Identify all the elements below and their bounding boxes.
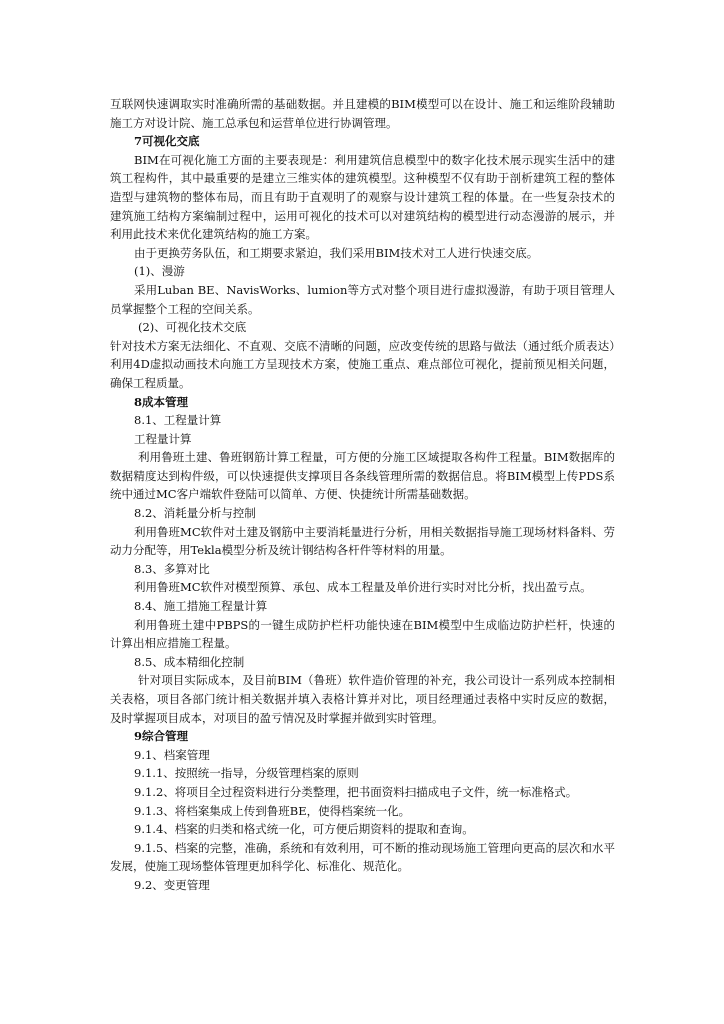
document-page <box>110 95 615 895</box>
heading-section-7: 7可视化交底 <box>134 134 200 149</box>
item-9-1-1: 9.1.1、按照统一指导，分级管理档案的原则 <box>134 766 359 781</box>
subheading-8-1: 8.1、工程量计算 <box>134 413 222 428</box>
paragraph-comparison: 利用鲁班MC软件对模型预算、承包、成本工程量及单价进行实时对比分析，找出盈亏点。 <box>134 580 592 595</box>
heading-section-9: 9综合管理 <box>134 729 189 744</box>
paragraph-quantity-calc: 利用鲁班土建、鲁班钢筋计算工程量，可方便的分施工区域提取各构件工程量。BIM数据库的数据精度达到构件级，可以快速提供支撑项目各条线管理所需的数据信息。将BIM模型上传PDS系统中通过MC客户端软件登陆可以简单、方便、快捷统计所需基础数据。 <box>110 450 615 502</box>
item-9-1-5: 9.1.5、档案的完整，准确，系统和有效利用，可不断的推动现场施工管理向更高的层次和水平发展，使施工现场整体管理更加科学化、标准化、规范化。 <box>110 840 615 874</box>
paragraph-visual-briefing: 针对技术方案无法细化、不直观、交底不清晰的问题，应改变传统的思路与做法（通过纸介质表达）利用4D虚拟动画技术向施工方呈现技术方案，使施工重点、难点部位可视化，提前预见相关问题，确保工程质量。 <box>110 338 615 390</box>
subheading-8-4: 8.4、施工措施工程量计算 <box>134 599 268 614</box>
item-9-1-2: 9.1.2、将项目全过程资料进行分类整理，把书面资料扫描成电子文件，统一标准格式。 <box>134 784 578 799</box>
subheading-quantity-calc: 工程量计算 <box>134 431 192 446</box>
paragraph-fast-briefing: 由于更换劳务队伍，和工期要求紧迫，我们采用BIM技术对工人进行快速交底。 <box>134 245 539 260</box>
subheading-8-5: 8.5、成本精细化控制 <box>134 654 245 669</box>
paragraph-measures: 利用鲁班土建中PBPS的一键生成防护栏杆功能快速在BIM模型中生成临边防护栏杆，快速的计算出相应措施工程量。 <box>110 617 615 651</box>
paragraph-consumption: 利用鲁班MC软件对土建及钢筋中主要消耗量进行分析，用相关数据指导施工现场材料备料、劳动力分配等，用Tekla模型分析及统计钢结构各杆件等材料的用量。 <box>110 524 615 558</box>
subheading-visual-briefing: (2)、可视化技术交底 <box>138 320 247 335</box>
paragraph-intro-continuation: 互联网快速调取实时准确所需的基础数据。并且建模的BIM模型可以在设计、施工和运维阶段辅助施工方对设计院、施工总承包和运营单位进行协调管理。 <box>110 97 615 130</box>
paragraph-walkthrough: 采用Luban BE、NavisWorks、lumion等方式对整个项目进行虚拟漫游，有助于项目管理人员掌握整个工程的空间关系。 <box>110 282 615 316</box>
subheading-8-2: 8.2、消耗量分析与控制 <box>134 506 256 521</box>
subheading-8-3: 8.3、多算对比 <box>134 561 210 576</box>
item-9-1-3: 9.1.3、将档案集成上传到鲁班BE，使得档案统一化。 <box>134 803 411 818</box>
item-9-1-4: 9.1.4、档案的归类和格式统一化，可方便后期资料的提取和查询。 <box>134 822 474 837</box>
heading-section-8: 8成本管理 <box>134 394 189 409</box>
subheading-walkthrough: (1)、漫游 <box>134 264 185 279</box>
paragraph-bim-visualization: BIM在可视化施工方面的主要表现是：利用建筑信息模型中的数字化技术展示现实生活中的建筑工程构件，其中最重要的是建立三维实体的建筑模型。这种模型不仅有助于剖析建筑工程的整体造型与建筑物的整体布局，而且有助于直观明了的观察与设计建筑工程的体量。在一些复杂技术的建筑施工结构方案编制过程中，运用可视化的技术可以对建筑结构的模型进行动态漫游的展示，并利用此技术来优化建筑结构的施工方案。 <box>110 152 615 242</box>
paragraph-cost-control: 针对项目实际成本，及目前BIM（鲁班）软件造价管理的补充，我公司设计一系列成本控制相关表格，项目各部门统计相关数据并填入表格计算并对比，项目经理通过表格中实时反应的数据，及时掌握项目成本，对项目的盈亏情况及时掌握并做到实时管理。 <box>110 673 615 725</box>
subheading-9-2: 9.2、变更管理 <box>134 877 210 892</box>
subheading-9-1: 9.1、档案管理 <box>134 747 210 762</box>
